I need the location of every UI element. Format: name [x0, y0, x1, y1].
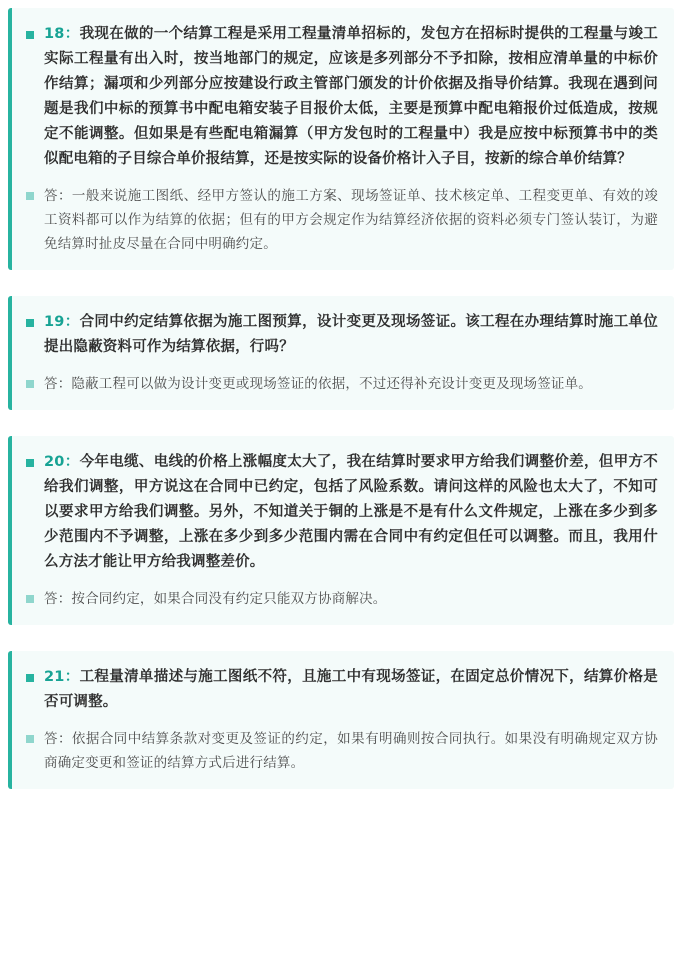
question-body: 今年电缆、电线的价格上涨幅度太大了，我在结算时要求甲方给我们调整价差，但甲方不给我们调整，甲方说这在合同中已约定，包括了风险系数。请问这样的风险也太大了，不知可以要求甲方给我们调整。另外，不知道关于铜的上涨是不是有什么文件规定，上涨在多少到多少范围内不予调整，上涨在多少到多少范围内需在合同中有约定但任可以调整。而且，我用什么方法才能让甲方给我调整差价。 [44, 454, 659, 570]
answer-block [26, 727, 658, 775]
question-text [44, 22, 658, 172]
answer-text [44, 727, 658, 775]
qa-card [8, 436, 674, 625]
answer-text [44, 587, 658, 611]
question-bullet-icon [26, 674, 34, 682]
question-text [44, 310, 658, 360]
answer-bullet-icon [26, 192, 34, 200]
qa-card [8, 296, 674, 410]
question-number: 21： [44, 669, 80, 685]
question-number: 18： [44, 26, 80, 42]
answer-block [26, 372, 658, 396]
qa-card [8, 8, 674, 270]
question-bullet-icon [26, 319, 34, 327]
question-number: 20： [44, 454, 80, 470]
answer-block [26, 184, 658, 256]
question-block [26, 450, 658, 575]
question-body: 合同中约定结算依据为施工图预算，设计变更及现场签证。该工程在办理结算时施工单位提出隐蔽资料可作为结算依据，行吗？ [44, 314, 659, 355]
question-text [44, 665, 658, 715]
answer-text [44, 372, 658, 396]
answer-body: 依据合同中结算条款对变更及签证的约定，如果有明确则按合同执行。如果没有明确规定双方协商确定变更和签证的结算方式后进行结算。 [44, 731, 658, 771]
question-bullet-icon [26, 459, 34, 467]
question-number: 19： [44, 314, 80, 330]
question-block [26, 22, 658, 172]
question-body: 工程量清单描述与施工图纸不符，且施工中有现场签证，在固定总价情况下，结算价格是否可调整。 [44, 669, 659, 710]
question-block [26, 310, 658, 360]
question-text [44, 450, 658, 575]
answer-body: 一般来说施工图纸、经甲方签认的施工方案、现场签证单、技术核定单、工程变更单、有效的竣工资料都可以作为结算的依据；但有的甲方会规定作为结算经济依据的资料必须专门签认装订，为避免结算时扯皮尽量在合同中明确约定。 [44, 188, 658, 252]
answer-label: 答： [44, 376, 72, 392]
answer-body: 隐蔽工程可以做为设计变更或现场签证的依据，不过还得补充设计变更及现场签证单。 [71, 376, 593, 392]
answer-label: 答： [44, 731, 72, 747]
answer-bullet-icon [26, 380, 34, 388]
qa-card [8, 651, 674, 789]
answer-label: 答： [44, 188, 72, 204]
answer-text [44, 184, 658, 256]
answer-bullet-icon [26, 735, 34, 743]
answer-bullet-icon [26, 595, 34, 603]
answer-block [26, 587, 658, 611]
answer-label: 答： [44, 591, 72, 607]
question-body: 我现在做的一个结算工程是采用工程量清单招标的，发包方在招标时提供的工程量与竣工实际工程量有出入时，按当地部门的规定，应该是多列部分不予扣除，按相应清单量的中标价作结算；漏项和少列部分应按建设行政主管部门颁发的计价依据及指导价结算。我现在遇到问题是我们中标的预算书中配电箱安装子目报价太低，主要是预算中配电箱报价过低造成，按规定不能调整。但如果是有些配电箱漏算（甲方发包时的工程量中）我是应按中标预算书中的类似配电箱的子目综合单价报结算，还是按实际的设备价格计入子目，按新的综合单价结算？ [44, 26, 659, 167]
question-bullet-icon [26, 31, 34, 39]
answer-body: 按合同约定，如果合同没有约定只能双方协商解决。 [71, 591, 387, 607]
question-block [26, 665, 658, 715]
